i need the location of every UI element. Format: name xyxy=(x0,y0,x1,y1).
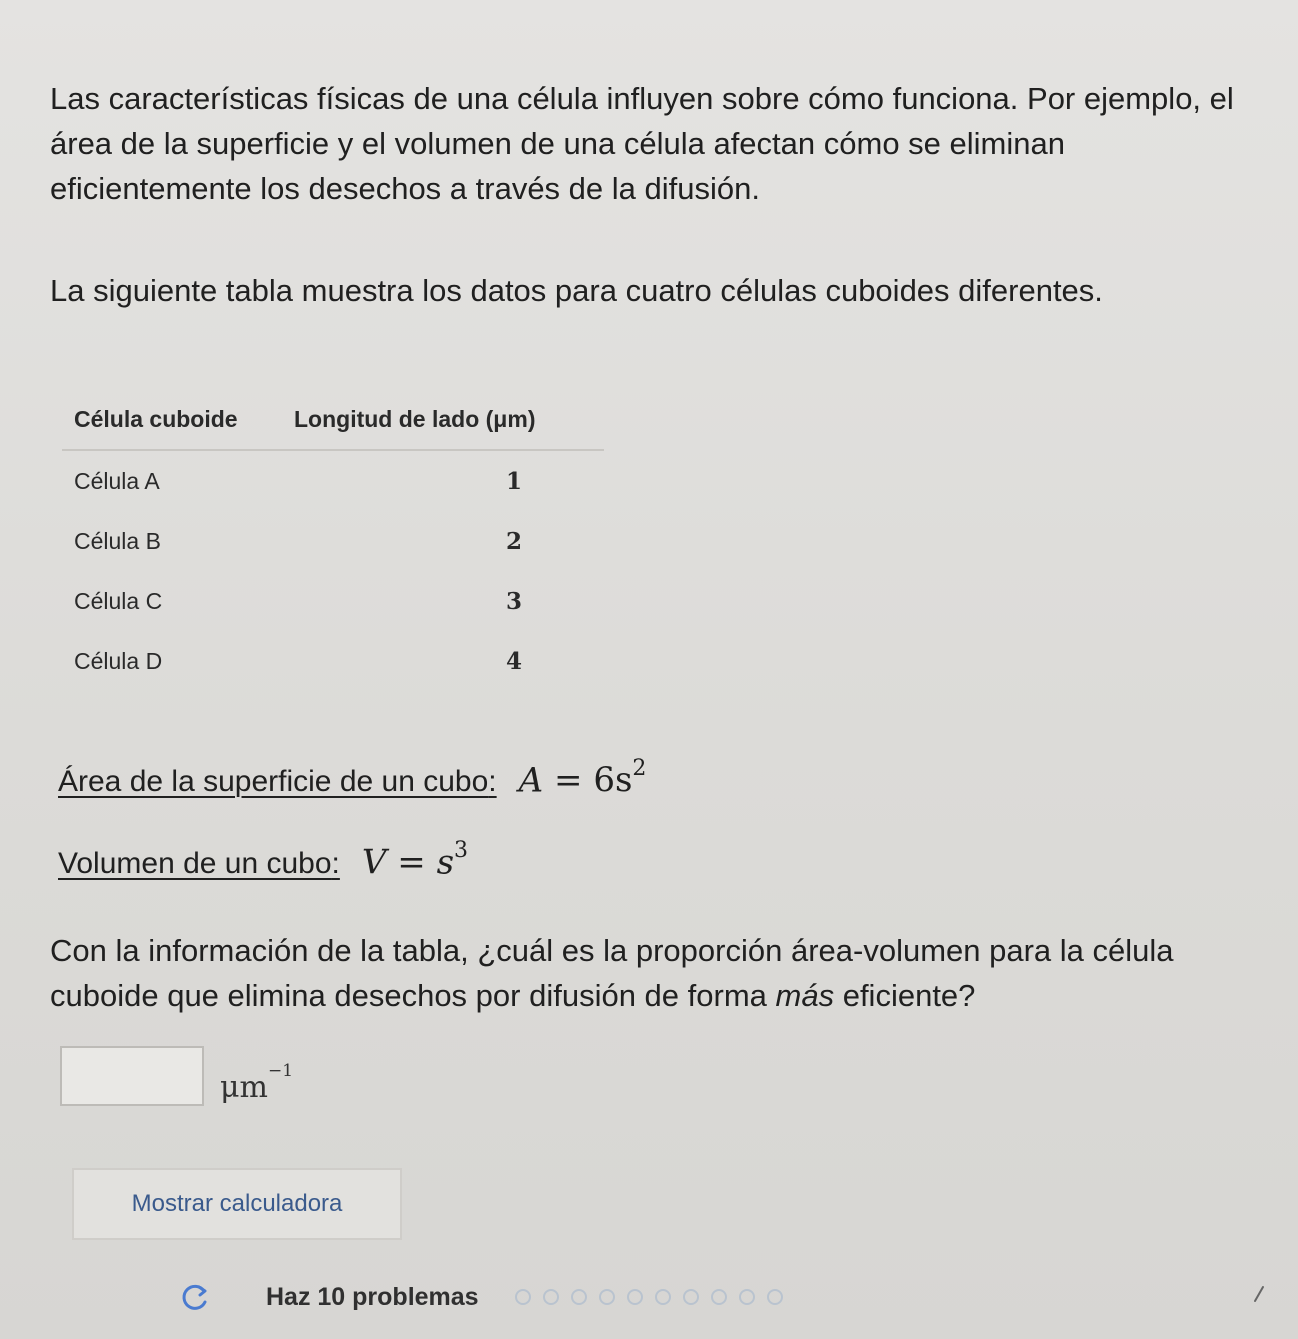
progress-dots xyxy=(515,1289,795,1305)
progress-dot xyxy=(515,1289,531,1305)
progress-dot xyxy=(571,1289,587,1305)
progress-dot xyxy=(655,1289,671,1305)
table-row xyxy=(62,450,604,511)
progress-dot xyxy=(739,1289,755,1305)
surface-area-label: Área de la superficie de un cubo: xyxy=(58,765,497,799)
side-length-value: 3 xyxy=(506,587,523,615)
table-row xyxy=(62,511,604,571)
progress-dot xyxy=(711,1289,727,1305)
question-text: Con la información de la tabla, ¿cuál es la proporción área-volumen para la célula cuboide que elimina desechos por difusión de forma más eficiente? xyxy=(50,933,1174,1013)
table-header-row xyxy=(62,396,604,450)
cell-data-table xyxy=(62,396,604,691)
volume-equation: $V = s^3$ xyxy=(361,838,469,883)
answer-input[interactable] xyxy=(60,1046,204,1106)
surface-area-formula xyxy=(58,756,647,801)
show-calculator-button[interactable]: Mostrar calculadora xyxy=(72,1168,402,1240)
answer-unit: $\mu m^{-1}$ xyxy=(220,1061,294,1105)
progress-dot xyxy=(543,1289,559,1305)
practice-label: Haz 10 problemas xyxy=(266,1282,479,1311)
intro-paragraph-2: La siguiente tabla muestra los datos para cuatro células cuboides diferentes. xyxy=(50,273,1103,308)
cell-name: Célula A xyxy=(74,467,160,494)
cell-name: Célula B xyxy=(74,527,161,554)
refresh-icon xyxy=(180,1282,210,1312)
side-length-value: 1 xyxy=(506,467,523,495)
side-length-value: 4 xyxy=(506,647,523,675)
progress-dot xyxy=(627,1289,643,1305)
side-length-value: 2 xyxy=(506,527,523,555)
volume-formula xyxy=(58,838,469,883)
progress-dot xyxy=(599,1289,615,1305)
volume-label: Volumen de un cubo: xyxy=(58,847,340,881)
table-row xyxy=(62,631,604,691)
progress-dot xyxy=(683,1289,699,1305)
intro-paragraph-1: Las características físicas de una célula influyen sobre cómo funciona. Por ejemplo, el área de la superficie y el volumen de una célula afectan cómo se eliminan eficientemente los desechos a través de la difusión. xyxy=(50,81,1234,206)
cell-name: Célula D xyxy=(74,647,163,674)
column-header-cell: Célula cuboide xyxy=(62,396,282,450)
practice-progress xyxy=(180,1282,795,1312)
column-header-side-length: Longitud de lado (μm) xyxy=(282,396,604,450)
cell-name: Célula C xyxy=(74,587,163,614)
surface-area-equation: $A = 6s^2$ xyxy=(518,756,647,801)
progress-dot xyxy=(767,1289,783,1305)
table-row xyxy=(62,571,604,631)
pencil-icon[interactable] xyxy=(1252,1284,1266,1304)
